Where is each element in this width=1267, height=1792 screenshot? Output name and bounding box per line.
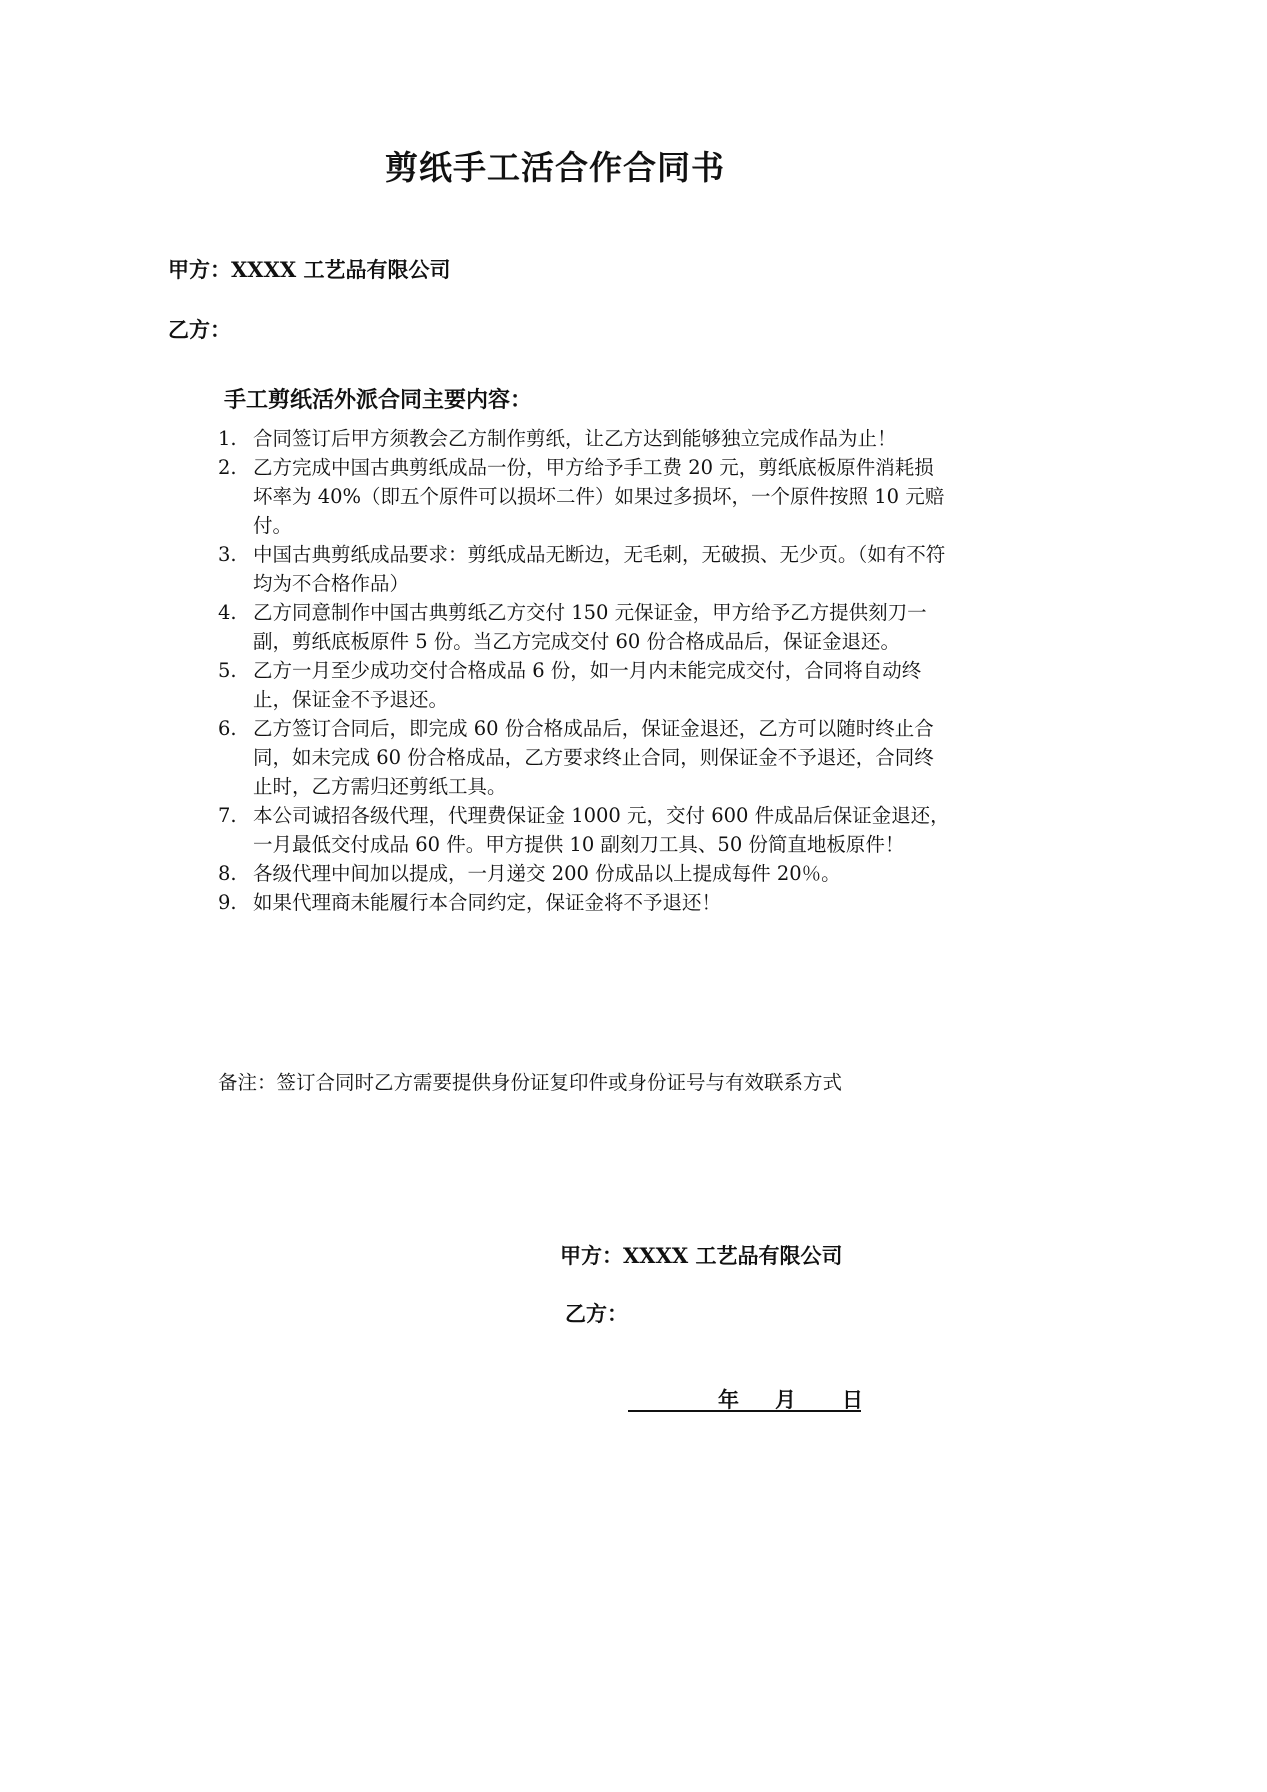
party-b-line: 乙方： bbox=[168, 317, 231, 342]
clause-number: 2. bbox=[218, 456, 237, 479]
clause-list bbox=[218, 424, 953, 917]
clause-number: 9. bbox=[218, 891, 237, 914]
clause-text: 乙方签订合同后，即完成 60 份合格成品后，保证金退还，乙方可以随时终止合同，如未完成 60 份合格成品，乙方要求终止合同，则保证金不予退还，合同终止时，乙方需归还剪纸工具。 bbox=[253, 717, 934, 798]
date-year-label: 年 bbox=[718, 1387, 739, 1412]
clause-item bbox=[218, 714, 953, 801]
date-day-label: 日 bbox=[842, 1387, 863, 1412]
section-heading: 手工剪纸活外派合同主要内容： bbox=[224, 387, 533, 413]
clause-number: 4. bbox=[218, 601, 237, 624]
clause-item bbox=[218, 656, 953, 714]
signature-date-line bbox=[628, 1384, 861, 1412]
clause-item bbox=[218, 598, 953, 656]
clause-item bbox=[218, 453, 953, 540]
clause-item bbox=[218, 540, 953, 598]
clause-item bbox=[218, 888, 953, 917]
clause-number: 7. bbox=[218, 804, 237, 827]
clause-number: 5. bbox=[218, 659, 237, 682]
clause-number: 1. bbox=[218, 427, 237, 450]
signature-party-a: 甲方：XXXX 工艺品有限公司 bbox=[560, 1243, 843, 1268]
document-title: 剪纸手工活合作合同书 bbox=[385, 148, 725, 187]
remark-note: 备注：签订合同时乙方需要提供身份证复印件或身份证号与有效联系方式 bbox=[218, 1071, 843, 1094]
clause-number: 3. bbox=[218, 543, 237, 566]
party-a-line: 甲方：XXXX 工艺品有限公司 bbox=[168, 257, 451, 282]
clause-item bbox=[218, 424, 953, 453]
clause-text: 中国古典剪纸成品要求：剪纸成品无断边，无毛刺，无破损、无少页。（如有不符均为不合格作品） bbox=[253, 543, 946, 595]
clause-text: 如果代理商未能履行本合同约定，保证金将不予退还！ bbox=[253, 891, 722, 914]
clause-item bbox=[218, 801, 953, 859]
clause-text: 各级代理中间加以提成，一月递交 200 份成品以上提成每件 20％。 bbox=[253, 862, 841, 885]
clause-text: 本公司诚招各级代理，代理费保证金 1000 元，交付 600 件成品后保证金退还，一月最低交付成品 60 件。甲方提供 10 副刻刀工具、50 份简直地板原件！ bbox=[253, 804, 950, 856]
date-month-label: 月 bbox=[775, 1387, 796, 1412]
clause-text: 合同签订后甲方须教会乙方制作剪纸，让乙方达到能够独立完成作品为止！ bbox=[253, 427, 897, 450]
clause-number: 6. bbox=[218, 717, 237, 740]
clause-item bbox=[218, 859, 953, 888]
signature-party-b: 乙方： bbox=[565, 1301, 628, 1326]
clause-text: 乙方同意制作中国古典剪纸乙方交付 150 元保证金，甲方给予乙方提供刻刀一副，剪纸底板原件 5 份。当乙方完成交付 60 份合格成品后，保证金退还。 bbox=[253, 601, 927, 653]
clause-text: 乙方完成中国古典剪纸成品一份，甲方给予手工费 20 元，剪纸底板原件消耗损坏率为 40%（即五个原件可以损坏二件）如果过多损坏，一个原件按照 10 元赔付。 bbox=[253, 456, 945, 537]
clause-text: 乙方一月至少成功交付合格成品 6 份，如一月内未能完成交付，合同将自动终止，保证金不予退还。 bbox=[253, 659, 922, 711]
clause-number: 8. bbox=[218, 862, 237, 885]
